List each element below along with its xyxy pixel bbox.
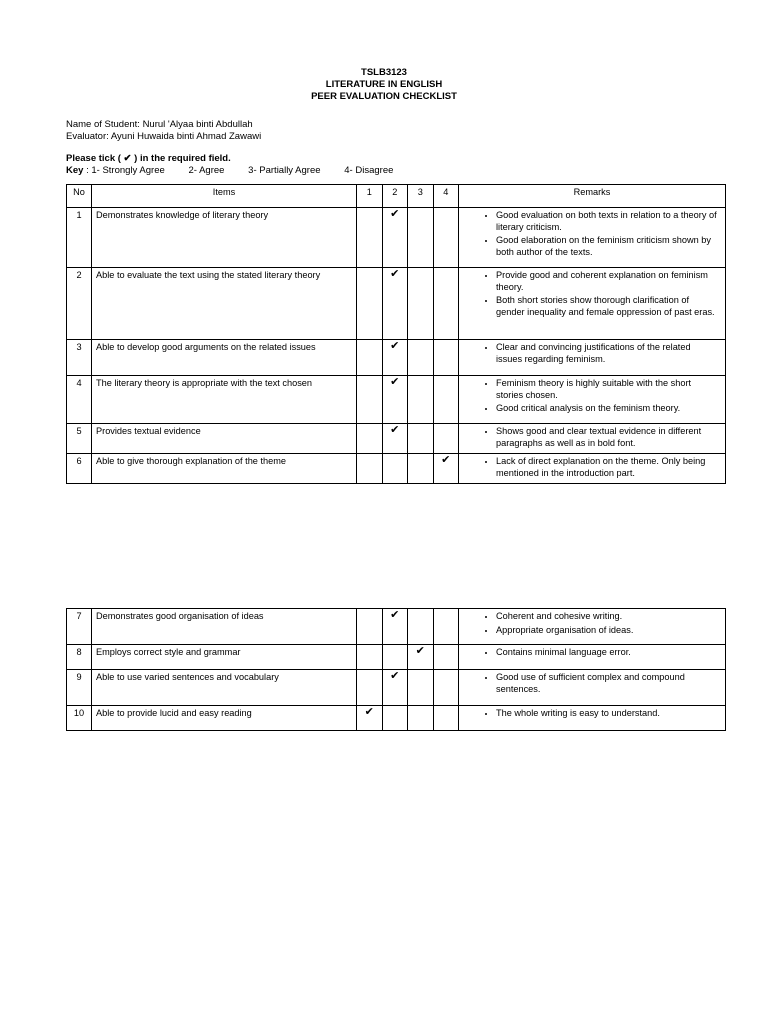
score-cell-4[interactable] [433, 609, 459, 645]
score-cell-3[interactable] [408, 268, 434, 340]
score-cell-4[interactable] [433, 340, 459, 376]
student-name: Name of Student: Nurul 'Alyaa binti Abdullah [66, 119, 253, 130]
checkmark-icon: ✔ [390, 670, 400, 682]
checkmark-icon: ✔ [390, 208, 400, 220]
remarks-cell [459, 609, 726, 645]
remarks-cell [459, 670, 726, 706]
remark-item: • Good critical analysis on the feminism theory. [496, 403, 719, 415]
item-text: Employs correct style and grammar [92, 645, 357, 670]
score-cell-4[interactable] [433, 268, 459, 340]
score-cell-3[interactable] [408, 706, 434, 731]
remarks-list [463, 378, 719, 415]
score-cell-1[interactable] [357, 706, 383, 731]
remark-item: • Provide good and coherent explanation on feminism theory. [496, 270, 719, 293]
item-text: The literary theory is appropriate with the text chosen [92, 376, 357, 424]
remark-item: • Appropriate organisation of ideas. [496, 625, 719, 637]
score-cell-2[interactable] [382, 609, 408, 645]
course-code: TSLB3123 [361, 67, 407, 78]
table-row [67, 454, 726, 484]
score-cell-3[interactable] [408, 340, 434, 376]
score-cell-3[interactable] [408, 208, 434, 268]
remark-item: • Good use of sufficient complex and compound sentences. [496, 672, 719, 695]
table-row [67, 609, 726, 645]
checklist-table-part2 [66, 608, 726, 731]
col-header-items: Items [92, 185, 357, 208]
remarks-list [463, 456, 719, 479]
remark-item: • Good elaboration on the feminism criticism shown by both author of the texts. [496, 235, 719, 258]
score-cell-4[interactable] [433, 645, 459, 670]
checklist-table-part1 [66, 184, 726, 484]
col-header-1: 1 [357, 185, 383, 208]
col-header-4: 4 [433, 185, 459, 208]
score-cell-1[interactable] [357, 268, 383, 340]
score-cell-2[interactable] [382, 645, 408, 670]
remarks-cell [459, 454, 726, 484]
score-cell-2[interactable] [382, 376, 408, 424]
score-cell-1[interactable] [357, 454, 383, 484]
item-text: Able to use varied sentences and vocabulary [92, 670, 357, 706]
row-number: 4 [67, 376, 92, 424]
row-number: 10 [67, 706, 92, 731]
score-cell-1[interactable] [357, 376, 383, 424]
table-row [67, 208, 726, 268]
remarks-list [463, 270, 719, 318]
score-cell-3[interactable] [408, 376, 434, 424]
row-number: 7 [67, 609, 92, 645]
score-cell-1[interactable] [357, 340, 383, 376]
score-cell-3[interactable] [408, 424, 434, 454]
score-cell-3[interactable] [408, 645, 434, 670]
row-number: 3 [67, 340, 92, 376]
item-text: Demonstrates good organisation of ideas [92, 609, 357, 645]
col-header-2: 2 [382, 185, 408, 208]
remarks-list [463, 672, 719, 695]
checkmark-icon: ✔ [390, 268, 400, 280]
col-header-no: No [67, 185, 92, 208]
key-text: : 1- Strongly Agree 2- Agree 3- Partially Agree 4- Disagree [83, 165, 394, 176]
rating-key [66, 165, 393, 176]
table-row [67, 706, 726, 731]
col-header-remarks: Remarks [459, 185, 726, 208]
col-header-3: 3 [408, 185, 434, 208]
remark-item: • Both short stories show thorough clarification of gender inequality and female oppression of past eras. [496, 295, 719, 318]
score-cell-4[interactable] [433, 706, 459, 731]
remarks-list [463, 708, 719, 720]
checkmark-icon: ✔ [364, 706, 374, 718]
course-title: LITERATURE IN ENGLISH [325, 79, 443, 90]
score-cell-2[interactable] [382, 670, 408, 706]
score-cell-4[interactable] [433, 376, 459, 424]
score-cell-2[interactable] [382, 424, 408, 454]
row-number: 6 [67, 454, 92, 484]
row-number: 9 [67, 670, 92, 706]
remark-item: • The whole writing is easy to understand. [496, 708, 719, 720]
row-number: 5 [67, 424, 92, 454]
key-label: Key [66, 165, 84, 176]
score-cell-2[interactable] [382, 340, 408, 376]
checkmark-icon: ✔ [415, 645, 425, 657]
score-cell-1[interactable] [357, 424, 383, 454]
table-row [67, 340, 726, 376]
remarks-cell [459, 424, 726, 454]
remarks-cell [459, 208, 726, 268]
remarks-cell [459, 268, 726, 340]
remarks-list [463, 426, 719, 449]
score-cell-1[interactable] [357, 670, 383, 706]
checkmark-icon: ✔ [390, 376, 400, 388]
item-text: Able to provide lucid and easy reading [92, 706, 357, 731]
checkmark-icon: ✔ [390, 340, 400, 352]
score-cell-3[interactable] [408, 670, 434, 706]
score-cell-4[interactable] [433, 208, 459, 268]
score-cell-4[interactable] [433, 424, 459, 454]
item-text: Provides textual evidence [92, 424, 357, 454]
score-cell-2[interactable] [382, 208, 408, 268]
checkmark-icon: ✔ [390, 609, 400, 621]
remark-item: • Feminism theory is highly suitable with the short stories chosen. [496, 378, 719, 401]
remarks-cell [459, 706, 726, 731]
score-cell-2[interactable] [382, 268, 408, 340]
table-row [67, 645, 726, 670]
score-cell-1[interactable] [357, 609, 383, 645]
table-row [67, 376, 726, 424]
checkmark-icon: ✔ [441, 454, 451, 466]
table-row [67, 268, 726, 340]
score-cell-4[interactable] [433, 454, 459, 484]
row-number: 2 [67, 268, 92, 340]
remark-item: • Shows good and clear textual evidence in different paragraphs as well as in bold font. [496, 426, 719, 449]
remarks-cell [459, 340, 726, 376]
evaluator-name: Evaluator: Ayuni Huwaida binti Ahmad Zawawi [66, 131, 262, 142]
remark-item: • Contains minimal language error. [496, 647, 719, 659]
item-text: Able to evaluate the text using the stated literary theory [92, 268, 357, 340]
row-number: 1 [67, 208, 92, 268]
remarks-list [463, 647, 719, 659]
table-header-row [67, 185, 726, 208]
remarks-list [463, 342, 719, 365]
remark-item: • Coherent and cohesive writing. [496, 611, 719, 623]
score-cell-1[interactable] [357, 208, 383, 268]
remarks-cell [459, 376, 726, 424]
remark-item: • Clear and convincing justifications of the related issues regarding feminism. [496, 342, 719, 365]
document-title: PEER EVALUATION CHECKLIST [311, 91, 457, 102]
table-row [67, 424, 726, 454]
remark-item: • Lack of direct explanation on the theme. Only being mentioned in the introduction part. [496, 456, 719, 479]
score-cell-3[interactable] [408, 609, 434, 645]
table-row [67, 670, 726, 706]
item-text: Able to give thorough explanation of the theme [92, 454, 357, 484]
remarks-cell [459, 645, 726, 670]
item-text: Able to develop good arguments on the related issues [92, 340, 357, 376]
row-number: 8 [67, 645, 92, 670]
score-cell-2[interactable] [382, 706, 408, 731]
score-cell-4[interactable] [433, 670, 459, 706]
score-cell-3[interactable] [408, 454, 434, 484]
score-cell-1[interactable] [357, 645, 383, 670]
remarks-list [463, 611, 719, 636]
item-text: Demonstrates knowledge of literary theory [92, 208, 357, 268]
score-cell-2[interactable] [382, 454, 408, 484]
remarks-list [463, 210, 719, 258]
instruction-text: Please tick ( ✔ ) in the required field. [66, 153, 231, 164]
remark-item: • Good evaluation on both texts in relation to a theory of literary criticism. [496, 210, 719, 233]
checkmark-icon: ✔ [390, 424, 400, 436]
